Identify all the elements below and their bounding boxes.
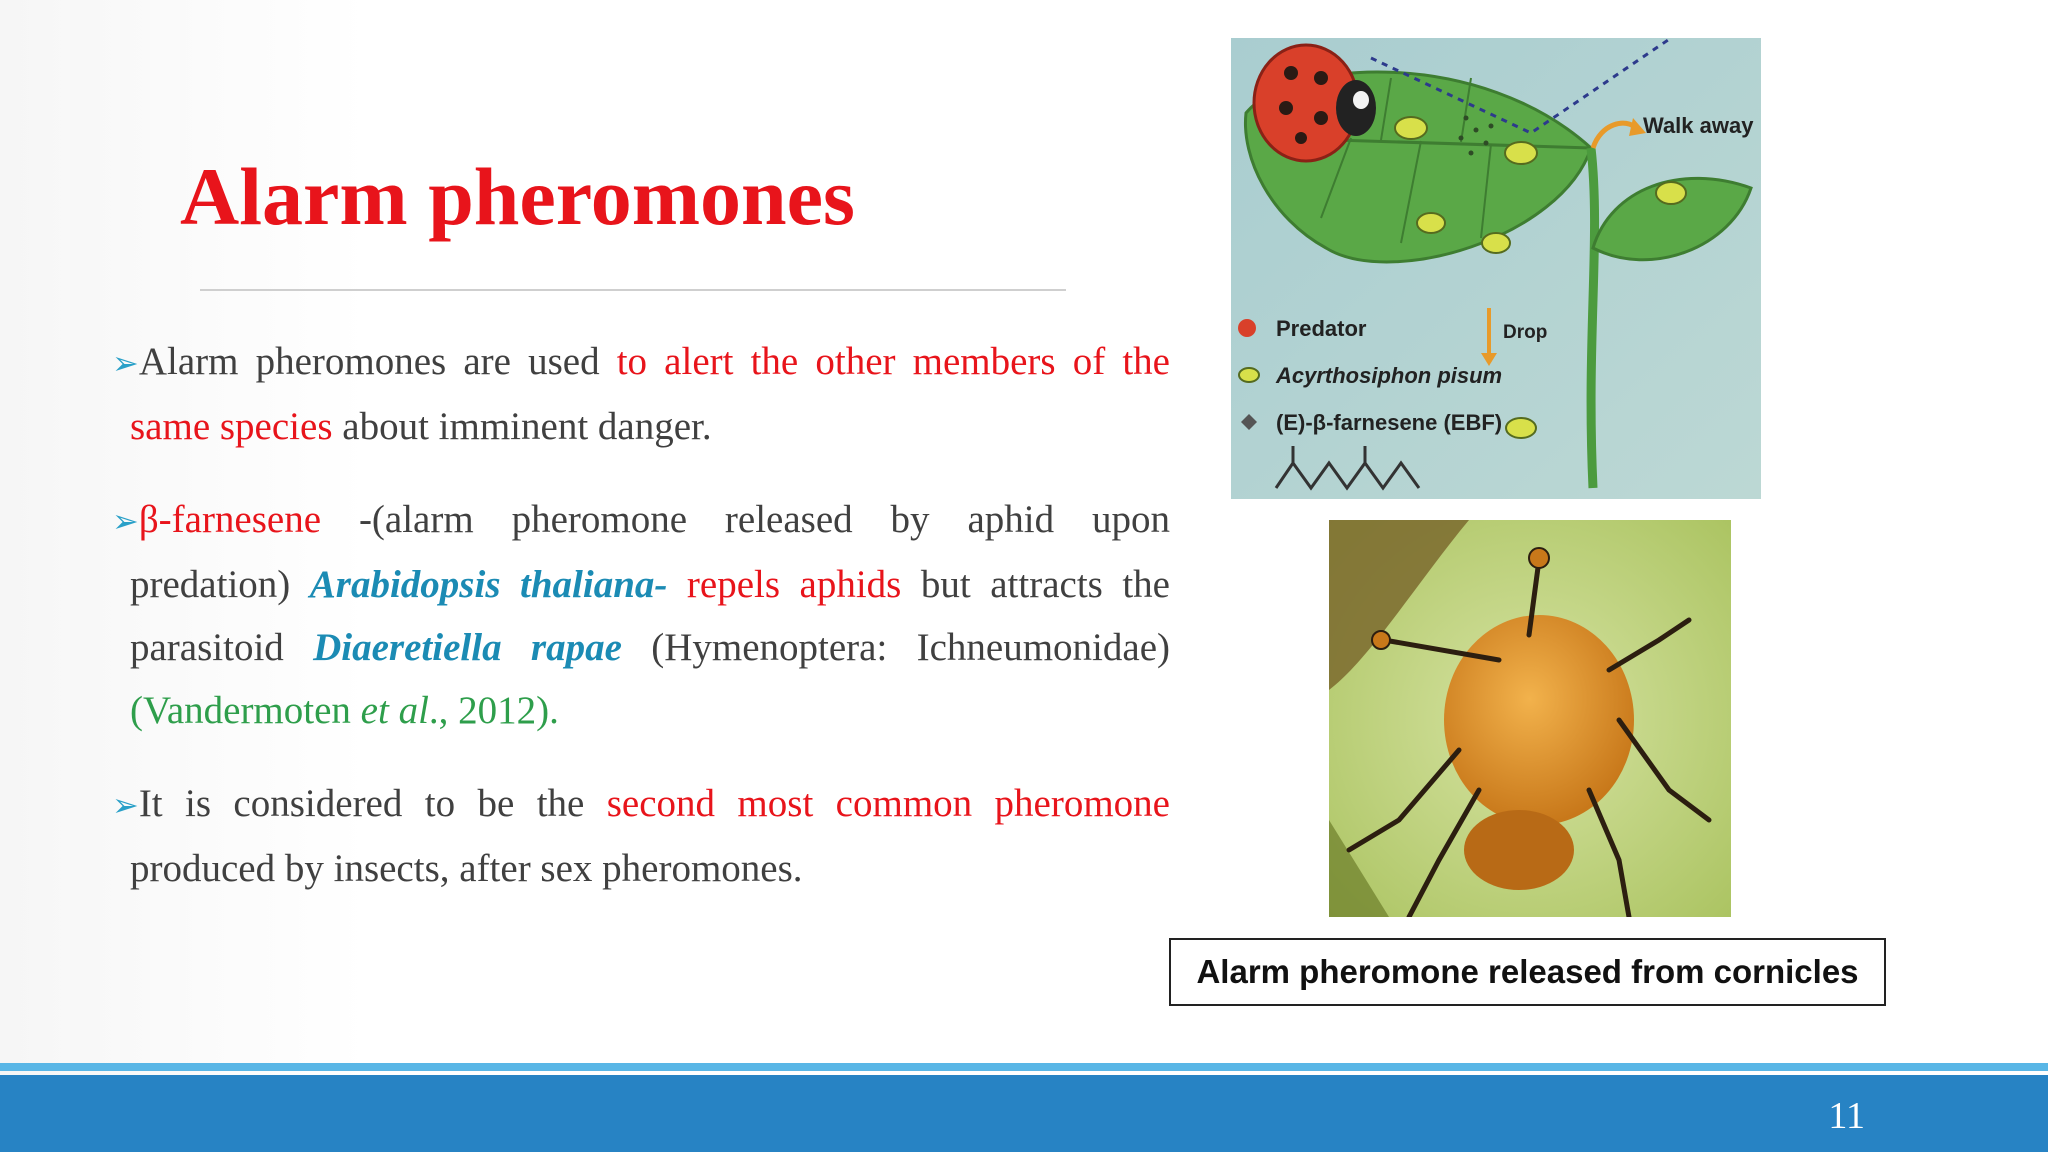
text-run-highlight: β-farnesene bbox=[138, 498, 322, 541]
text-run: Alarm pheromones are used bbox=[138, 340, 617, 383]
species-name: Arabidopsis thaliana- bbox=[309, 563, 668, 606]
slide-title: Alarm pheromones bbox=[180, 151, 855, 242]
text-run: -(alarm pheromone released by aphid upon predation) bbox=[130, 498, 1170, 606]
citation: et al bbox=[360, 689, 429, 732]
citation: (Vandermoten bbox=[130, 689, 361, 732]
species-name: Diaeretiella rapae bbox=[313, 626, 622, 669]
image-caption: Alarm pheromone released from cornicles bbox=[1169, 938, 1886, 1006]
slide-body bbox=[112, 330, 1170, 930]
arrow-bullet-icon: ➢ bbox=[112, 344, 139, 382]
legend-ebf: (E)-β-farnesene (EBF) bbox=[1276, 410, 1503, 435]
bullet-3 bbox=[112, 772, 1170, 900]
drop-label: Drop bbox=[1503, 322, 1548, 343]
walk-away-label: Walk away bbox=[1643, 113, 1754, 138]
page-number: 11 bbox=[1828, 1095, 1865, 1137]
text-run-highlight: repels aphids bbox=[686, 563, 902, 606]
title-divider bbox=[200, 289, 1066, 291]
arrow-bullet-icon: ➢ bbox=[112, 502, 139, 540]
footer-accent-line bbox=[0, 1063, 2048, 1071]
footer-bar bbox=[0, 1075, 2048, 1152]
text-run: (Hymenoptera: Ichneumonidae) bbox=[621, 626, 1171, 669]
bullet-1 bbox=[112, 330, 1170, 458]
text-run: about imminent danger. bbox=[332, 405, 712, 448]
aphid-photo bbox=[1329, 520, 1731, 917]
text-run: It is considered to be the bbox=[138, 782, 607, 825]
text-run-highlight: second most common pheromone bbox=[606, 782, 1170, 825]
arrow-bullet-icon: ➢ bbox=[112, 786, 139, 824]
text-run bbox=[667, 563, 687, 606]
text-run: but attracts the parasitoid bbox=[130, 563, 1170, 669]
citation: ., 2012). bbox=[428, 689, 559, 732]
aphid-predation-diagram bbox=[1231, 38, 1761, 499]
text-run-highlight: to alert the other members of the same species bbox=[130, 340, 1170, 448]
legend-predator: Predator bbox=[1276, 316, 1367, 341]
bullet-2 bbox=[112, 488, 1170, 742]
legend-aphid: Acyrthosiphon pisum bbox=[1276, 363, 1503, 388]
text-run: produced by insects, after sex pheromones. bbox=[130, 847, 803, 890]
